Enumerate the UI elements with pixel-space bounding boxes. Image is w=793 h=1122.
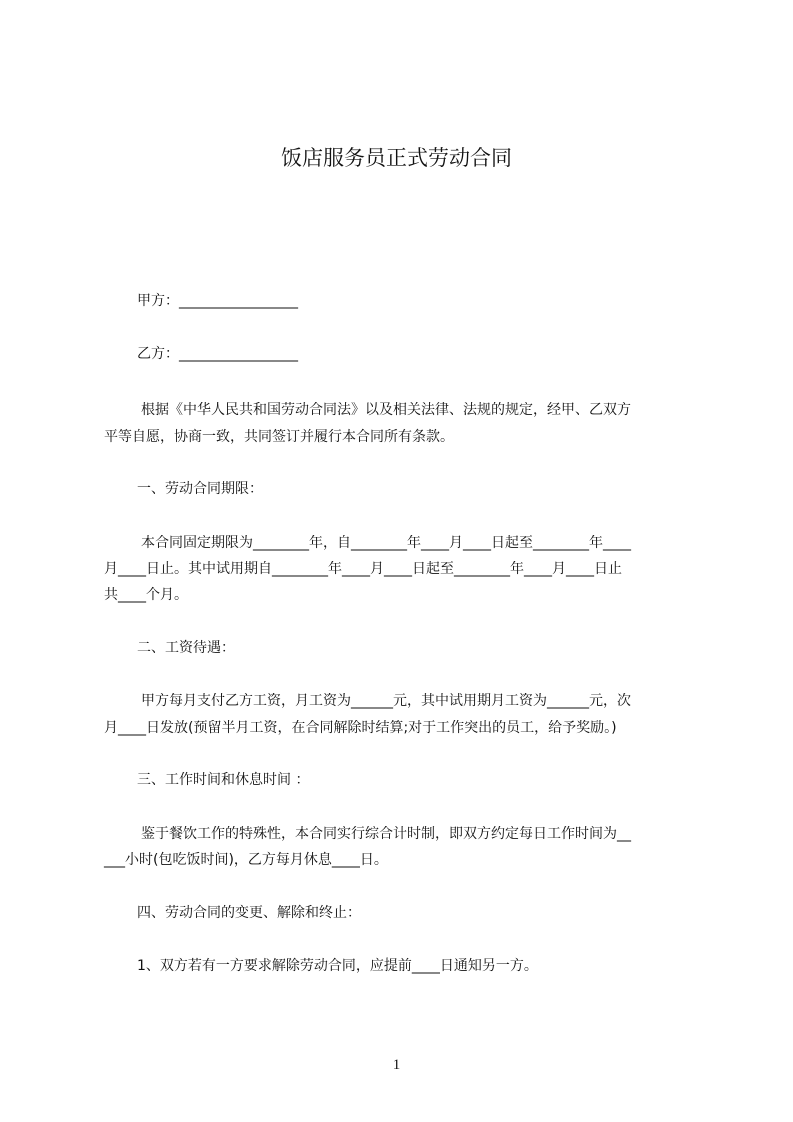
- section-body-line: 共____个月。: [104, 587, 188, 603]
- section-body-line: 本合同固定期限为________年，自________年____月____日起至________年____: [141, 535, 631, 551]
- intro-paragraph-line: 根据《中华人民共和国劳动合同法》以及相关法律、法规的规定，经甲、乙双方: [141, 402, 631, 418]
- party-b-line: 乙方：_________________: [137, 346, 298, 362]
- section-body-line: 鉴于餐饮工作的特殊性，本合同实行综合计时制，即双方约定每日工作时间为__: [141, 826, 631, 842]
- section-heading: 一、劳动合同期限：: [137, 481, 263, 497]
- section-body-line: ___小时(包吃饭时间)，乙方每月休息____日。: [104, 852, 388, 868]
- section-body-line: 月____日发放(预留半月工资，在合同解除时结算;对于工作突出的员工，给予奖励。): [104, 720, 617, 736]
- document-title: 饭店服务员正式劳动合同: [281, 146, 512, 170]
- section-item: 1、双方若有一方要求解除劳动合同，应提前____日通知另一方。: [137, 958, 538, 974]
- intro-paragraph-line: 平等自愿，协商一致，共同签订并履行本合同所有条款。: [104, 429, 454, 445]
- section-body-line: 月____日止。其中试用期自________年____月____日起至________年____月____日止: [104, 561, 622, 577]
- section-heading: 三、工作时间和休息时间 ：: [137, 772, 310, 788]
- section-heading: 二、工资待遇：: [137, 640, 235, 656]
- section-heading: 四、劳动合同的变更、解除和终止：: [137, 905, 361, 921]
- page-number: 1: [392, 1057, 401, 1073]
- party-a-line: 甲方：_________________: [137, 293, 298, 309]
- section-body-line: 甲方每月支付乙方工资，月工资为______元，其中试用期月工资为______元，次: [141, 693, 631, 709]
